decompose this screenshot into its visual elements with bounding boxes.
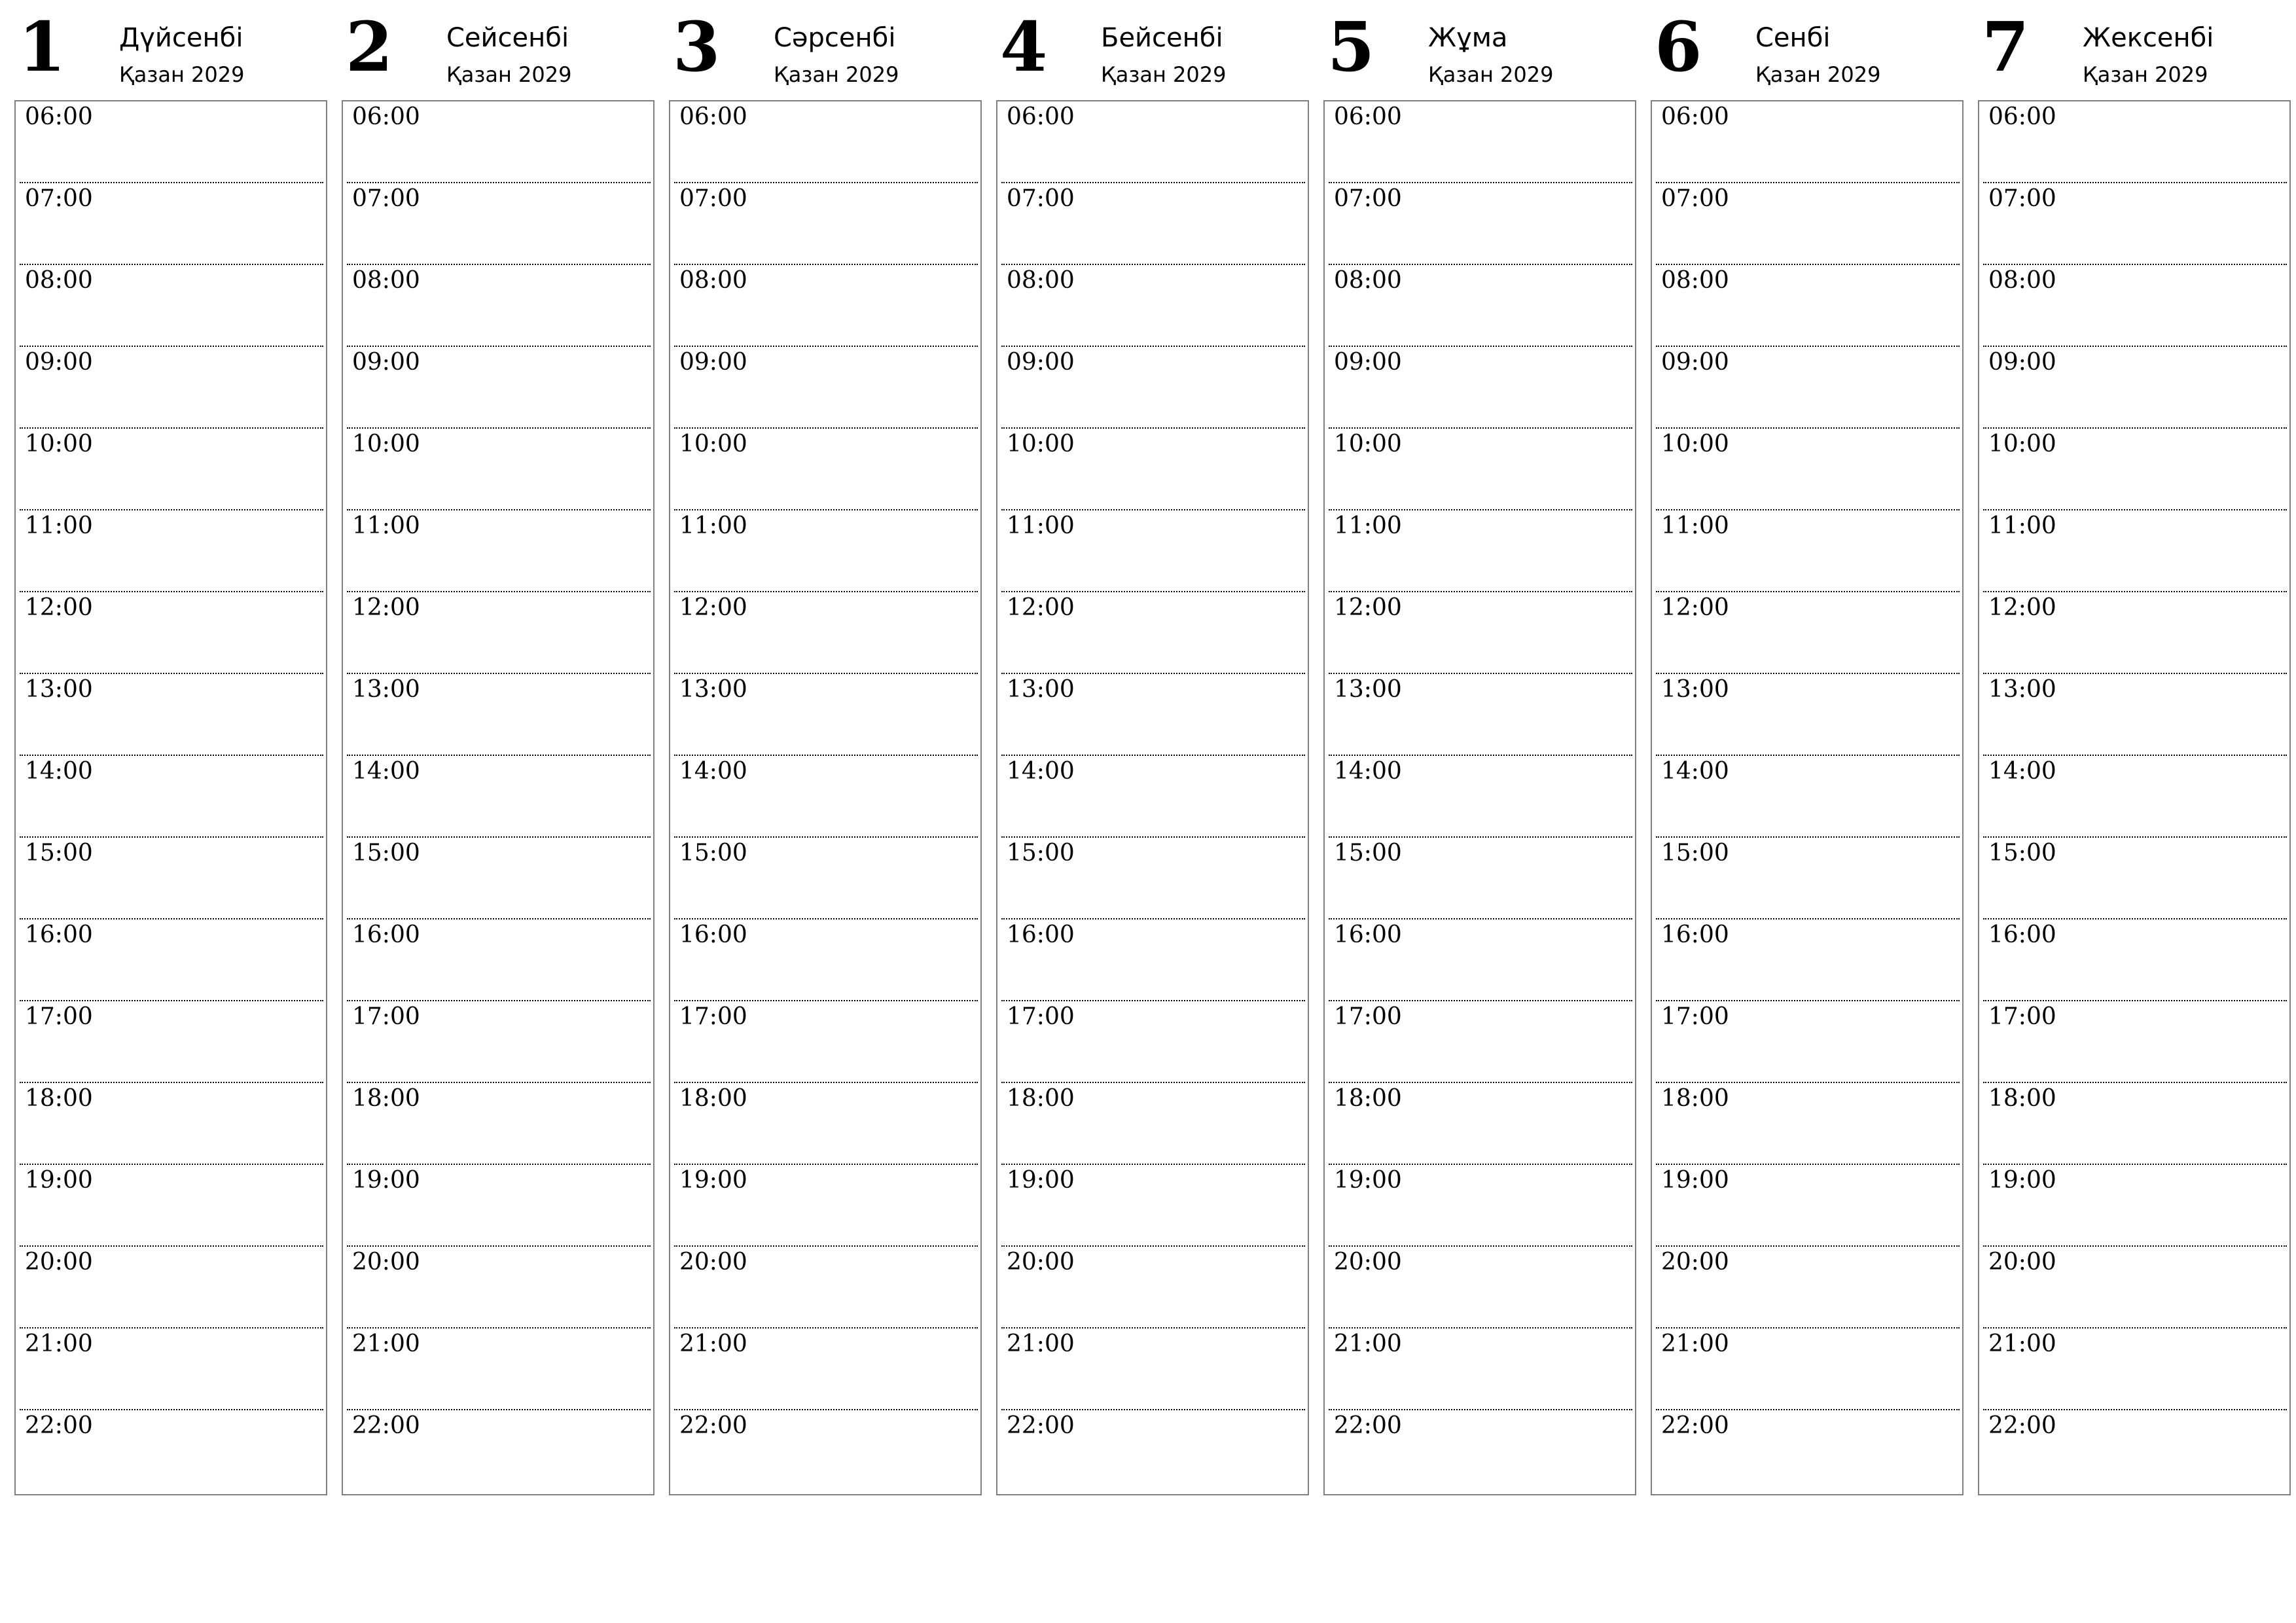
time-slot-label: 09:00 <box>352 349 420 376</box>
time-slot-label: 08:00 <box>1661 267 1729 294</box>
time-slot-label: 17:00 <box>1007 1003 1075 1030</box>
time-slot[interactable] <box>347 838 651 919</box>
time-slot[interactable] <box>1983 101 2287 183</box>
time-slot[interactable] <box>1329 1329 1632 1410</box>
time-slot-label: 16:00 <box>1007 921 1075 948</box>
time-slot-label: 06:00 <box>1661 103 1729 130</box>
time-slot[interactable] <box>1983 756 2287 838</box>
time-slot-label: 10:00 <box>679 431 747 457</box>
time-slot-label: 16:00 <box>352 921 420 948</box>
time-slot[interactable] <box>1656 1083 1960 1165</box>
day-header <box>1323 0 1636 98</box>
time-slot-label: 20:00 <box>352 1249 420 1275</box>
time-slot[interactable] <box>20 510 323 592</box>
time-slot-label: 13:00 <box>1988 676 2056 703</box>
time-slot[interactable] <box>1001 347 1305 429</box>
time-slot-label: 10:00 <box>352 431 420 457</box>
time-slot-label: 11:00 <box>679 512 747 539</box>
time-slot-list <box>674 101 978 1492</box>
day-number: 2 <box>346 7 393 87</box>
time-slot-label: 07:00 <box>1007 185 1075 212</box>
time-slot-list <box>1656 101 1960 1492</box>
day-name: Сәрсенбі <box>774 23 896 53</box>
time-slot-label: 13:00 <box>1007 676 1075 703</box>
time-slot[interactable] <box>1983 183 2287 265</box>
time-slot[interactable] <box>1001 838 1305 919</box>
day-column <box>669 0 982 1499</box>
time-slot[interactable] <box>347 1329 651 1410</box>
time-slot-label: 11:00 <box>1007 512 1075 539</box>
time-slot[interactable] <box>347 347 651 429</box>
time-slot-label: 18:00 <box>679 1085 747 1112</box>
time-slot-label: 20:00 <box>1661 1249 1729 1275</box>
time-slot[interactable] <box>1983 1410 2287 1492</box>
time-slot[interactable] <box>20 347 323 429</box>
day-month-year: Қазан 2029 <box>1755 62 1881 87</box>
time-slot[interactable] <box>347 1001 651 1083</box>
time-slot-label: 22:00 <box>352 1412 420 1439</box>
time-slot[interactable] <box>1983 1083 2287 1165</box>
day-header <box>669 0 982 98</box>
time-slot[interactable] <box>347 101 651 183</box>
time-slot[interactable] <box>20 1165 323 1247</box>
time-slot[interactable] <box>20 838 323 919</box>
time-slot[interactable] <box>347 756 651 838</box>
time-slot-label: 13:00 <box>679 676 747 703</box>
time-slot-label: 21:00 <box>1334 1330 1402 1357</box>
time-slot[interactable] <box>1983 510 2287 592</box>
time-slot-label: 16:00 <box>679 921 747 948</box>
time-slot[interactable] <box>1329 1410 1632 1492</box>
time-slot-label: 19:00 <box>1988 1167 2056 1194</box>
time-slot-label: 10:00 <box>1661 431 1729 457</box>
time-slot[interactable] <box>1329 265 1632 347</box>
time-slot[interactable] <box>674 1165 978 1247</box>
time-slot[interactable] <box>1001 1083 1305 1165</box>
time-slot[interactable] <box>1001 1247 1305 1329</box>
time-slot[interactable] <box>1001 183 1305 265</box>
time-slot[interactable] <box>20 1001 323 1083</box>
time-slot-label: 16:00 <box>25 921 93 948</box>
day-number: 4 <box>1000 7 1048 87</box>
time-slot-label: 08:00 <box>1334 267 1402 294</box>
time-slot[interactable] <box>20 265 323 347</box>
day-name: Сейсенбі <box>446 23 569 53</box>
time-slot-list <box>1329 101 1632 1492</box>
day-header <box>14 0 327 98</box>
day-column <box>1651 0 1964 1499</box>
day-column <box>996 0 1309 1499</box>
time-slot-label: 17:00 <box>1661 1003 1729 1030</box>
time-slot-label: 14:00 <box>1661 758 1729 785</box>
day-month-year: Қазан 2029 <box>774 62 899 87</box>
time-slot[interactable] <box>674 674 978 756</box>
time-slot-label: 11:00 <box>25 512 93 539</box>
day-month-year: Қазан 2029 <box>2083 62 2208 87</box>
day-schedule-box <box>996 100 1309 1495</box>
time-slot[interactable] <box>674 1329 978 1410</box>
time-slot-label: 20:00 <box>1334 1249 1402 1275</box>
time-slot-label: 21:00 <box>352 1330 420 1357</box>
day-number: 7 <box>1982 7 2030 87</box>
time-slot-list <box>1001 101 1305 1492</box>
time-slot[interactable] <box>1329 1001 1632 1083</box>
time-slot-label: 22:00 <box>1661 1412 1729 1439</box>
time-slot-label: 14:00 <box>25 758 93 785</box>
time-slot[interactable] <box>1001 510 1305 592</box>
time-slot[interactable] <box>1983 1329 2287 1410</box>
time-slot-label: 09:00 <box>25 349 93 376</box>
day-header <box>996 0 1309 98</box>
time-slot-label: 19:00 <box>679 1167 747 1194</box>
time-slot[interactable] <box>1329 674 1632 756</box>
time-slot[interactable] <box>674 429 978 510</box>
day-schedule-box <box>342 100 655 1495</box>
day-month-year: Қазан 2029 <box>119 62 245 87</box>
time-slot[interactable] <box>1983 674 2287 756</box>
time-slot[interactable] <box>1329 1247 1632 1329</box>
time-slot-label: 06:00 <box>1334 103 1402 130</box>
time-slot-label: 06:00 <box>352 103 420 130</box>
day-schedule-box <box>1978 100 2291 1495</box>
time-slot-label: 10:00 <box>1988 431 2056 457</box>
time-slot[interactable] <box>347 1410 651 1492</box>
time-slot-label: 22:00 <box>679 1412 747 1439</box>
time-slot-label: 16:00 <box>1334 921 1402 948</box>
time-slot[interactable] <box>1656 1329 1960 1410</box>
time-slot-label: 06:00 <box>679 103 747 130</box>
time-slot-label: 07:00 <box>679 185 747 212</box>
time-slot-label: 20:00 <box>679 1249 747 1275</box>
time-slot[interactable] <box>674 1247 978 1329</box>
time-slot[interactable] <box>347 510 651 592</box>
time-slot[interactable] <box>1656 756 1960 838</box>
time-slot-label: 14:00 <box>352 758 420 785</box>
time-slot-label: 21:00 <box>1661 1330 1729 1357</box>
time-slot[interactable] <box>674 1001 978 1083</box>
time-slot[interactable] <box>1329 429 1632 510</box>
time-slot-label: 15:00 <box>1334 840 1402 866</box>
time-slot-label: 10:00 <box>1334 431 1402 457</box>
time-slot-label: 13:00 <box>25 676 93 703</box>
time-slot-label: 14:00 <box>1988 758 2056 785</box>
time-slot-label: 12:00 <box>25 594 93 621</box>
time-slot-label: 19:00 <box>1661 1167 1729 1194</box>
time-slot[interactable] <box>1656 592 1960 674</box>
day-header <box>342 0 655 98</box>
time-slot-label: 07:00 <box>1988 185 2056 212</box>
time-slot[interactable] <box>1329 1165 1632 1247</box>
time-slot-label: 16:00 <box>1988 921 2056 948</box>
time-slot-label: 12:00 <box>1661 594 1729 621</box>
time-slot-label: 09:00 <box>1007 349 1075 376</box>
time-slot-label: 06:00 <box>1007 103 1075 130</box>
time-slot[interactable] <box>1983 1165 2287 1247</box>
time-slot[interactable] <box>20 1410 323 1492</box>
time-slot[interactable] <box>1001 1410 1305 1492</box>
day-schedule-box <box>14 100 327 1495</box>
day-name: Дүйсенбі <box>119 23 243 53</box>
time-slot[interactable] <box>1983 347 2287 429</box>
day-column <box>1978 0 2291 1499</box>
day-month-year: Қазан 2029 <box>1428 62 1554 87</box>
time-slot[interactable] <box>347 919 651 1001</box>
time-slot[interactable] <box>674 101 978 183</box>
time-slot-label: 07:00 <box>352 185 420 212</box>
time-slot-label: 20:00 <box>1007 1249 1075 1275</box>
time-slot-label: 14:00 <box>679 758 747 785</box>
time-slot-label: 07:00 <box>1661 185 1729 212</box>
weekly-planner <box>14 0 2283 1499</box>
time-slot[interactable] <box>1983 592 2287 674</box>
time-slot-label: 15:00 <box>1007 840 1075 866</box>
time-slot[interactable] <box>347 1165 651 1247</box>
time-slot[interactable] <box>347 265 651 347</box>
time-slot-label: 08:00 <box>352 267 420 294</box>
time-slot[interactable] <box>1983 919 2287 1001</box>
time-slot-label: 18:00 <box>352 1085 420 1112</box>
time-slot-label: 13:00 <box>352 676 420 703</box>
time-slot[interactable] <box>1001 919 1305 1001</box>
day-name: Жұма <box>1428 23 1508 53</box>
day-name: Сенбі <box>1755 23 1831 53</box>
time-slot-label: 17:00 <box>1988 1003 2056 1030</box>
time-slot[interactable] <box>1656 674 1960 756</box>
time-slot-label: 22:00 <box>1007 1412 1075 1439</box>
time-slot-label: 18:00 <box>1661 1085 1729 1112</box>
time-slot-label: 12:00 <box>352 594 420 621</box>
day-month-year: Қазан 2029 <box>446 62 572 87</box>
time-slot[interactable] <box>20 101 323 183</box>
time-slot-label: 11:00 <box>352 512 420 539</box>
time-slot-label: 19:00 <box>352 1167 420 1194</box>
time-slot-label: 15:00 <box>1988 840 2056 866</box>
day-number: 1 <box>18 7 66 87</box>
time-slot[interactable] <box>20 919 323 1001</box>
time-slot-label: 17:00 <box>679 1003 747 1030</box>
time-slot-label: 17:00 <box>25 1003 93 1030</box>
time-slot[interactable] <box>347 674 651 756</box>
time-slot[interactable] <box>1001 1329 1305 1410</box>
time-slot[interactable] <box>347 592 651 674</box>
time-slot[interactable] <box>20 429 323 510</box>
time-slot-label: 07:00 <box>1334 185 1402 212</box>
time-slot-label: 08:00 <box>1988 267 2056 294</box>
time-slot[interactable] <box>20 1083 323 1165</box>
time-slot-label: 21:00 <box>1007 1330 1075 1357</box>
day-month-year: Қазан 2029 <box>1101 62 1227 87</box>
time-slot[interactable] <box>674 1410 978 1492</box>
time-slot[interactable] <box>1656 1410 1960 1492</box>
time-slot[interactable] <box>1656 429 1960 510</box>
time-slot-label: 09:00 <box>1661 349 1729 376</box>
time-slot-label: 14:00 <box>1007 758 1075 785</box>
time-slot-label: 08:00 <box>1007 267 1075 294</box>
time-slot[interactable] <box>20 756 323 838</box>
time-slot-label: 13:00 <box>1661 676 1729 703</box>
time-slot[interactable] <box>1001 674 1305 756</box>
time-slot-label: 15:00 <box>25 840 93 866</box>
time-slot[interactable] <box>1656 101 1960 183</box>
time-slot[interactable] <box>674 1083 978 1165</box>
time-slot[interactable] <box>1329 101 1632 183</box>
time-slot[interactable] <box>1983 265 2287 347</box>
time-slot[interactable] <box>1656 1001 1960 1083</box>
time-slot-label: 13:00 <box>1334 676 1402 703</box>
time-slot-label: 07:00 <box>25 185 93 212</box>
time-slot-label: 11:00 <box>1334 512 1402 539</box>
time-slot[interactable] <box>674 265 978 347</box>
time-slot[interactable] <box>1983 429 2287 510</box>
time-slot[interactable] <box>674 756 978 838</box>
time-slot-label: 21:00 <box>679 1330 747 1357</box>
time-slot-label: 11:00 <box>1661 512 1729 539</box>
time-slot-label: 12:00 <box>1007 594 1075 621</box>
time-slot-label: 11:00 <box>1988 512 2056 539</box>
day-name: Бейсенбі <box>1101 23 1223 53</box>
day-header <box>1978 0 2291 98</box>
time-slot-label: 15:00 <box>352 840 420 866</box>
time-slot-label: 15:00 <box>679 840 747 866</box>
time-slot-label: 10:00 <box>25 431 93 457</box>
time-slot-label: 06:00 <box>25 103 93 130</box>
time-slot-label: 12:00 <box>1988 594 2056 621</box>
time-slot[interactable] <box>1001 1001 1305 1083</box>
time-slot[interactable] <box>674 183 978 265</box>
day-schedule-box <box>669 100 982 1495</box>
time-slot[interactable] <box>674 347 978 429</box>
time-slot-label: 10:00 <box>1007 431 1075 457</box>
time-slot[interactable] <box>1983 838 2287 919</box>
time-slot[interactable] <box>1001 756 1305 838</box>
time-slot[interactable] <box>1329 1083 1632 1165</box>
time-slot-label: 06:00 <box>1988 103 2056 130</box>
time-slot[interactable] <box>1329 183 1632 265</box>
time-slot[interactable] <box>1656 1165 1960 1247</box>
time-slot[interactable] <box>1001 429 1305 510</box>
time-slot-label: 09:00 <box>1334 349 1402 376</box>
time-slot-label: 22:00 <box>1334 1412 1402 1439</box>
time-slot[interactable] <box>347 183 651 265</box>
time-slot-label: 19:00 <box>25 1167 93 1194</box>
time-slot[interactable] <box>674 919 978 1001</box>
time-slot-label: 16:00 <box>1661 921 1729 948</box>
day-schedule-box <box>1323 100 1636 1495</box>
time-slot[interactable] <box>1329 756 1632 838</box>
time-slot-label: 09:00 <box>1988 349 2056 376</box>
time-slot[interactable] <box>1001 265 1305 347</box>
time-slot[interactable] <box>347 1083 651 1165</box>
time-slot-label: 15:00 <box>1661 840 1729 866</box>
time-slot-label: 20:00 <box>25 1249 93 1275</box>
time-slot-label: 20:00 <box>1988 1249 2056 1275</box>
time-slot[interactable] <box>347 429 651 510</box>
time-slot-list <box>1983 101 2287 1492</box>
time-slot[interactable] <box>347 1247 651 1329</box>
time-slot-label: 08:00 <box>679 267 747 294</box>
day-column <box>342 0 655 1499</box>
day-number: 3 <box>673 7 721 87</box>
time-slot[interactable] <box>674 510 978 592</box>
time-slot-label: 19:00 <box>1007 1167 1075 1194</box>
time-slot[interactable] <box>1001 1165 1305 1247</box>
day-column <box>1323 0 1636 1499</box>
time-slot[interactable] <box>20 1247 323 1329</box>
time-slot-label: 19:00 <box>1334 1167 1402 1194</box>
time-slot[interactable] <box>1329 838 1632 919</box>
time-slot[interactable] <box>1329 592 1632 674</box>
time-slot[interactable] <box>1656 838 1960 919</box>
time-slot[interactable] <box>1656 347 1960 429</box>
time-slot[interactable] <box>1329 510 1632 592</box>
time-slot-label: 18:00 <box>1334 1085 1402 1112</box>
time-slot-label: 18:00 <box>25 1085 93 1112</box>
time-slot-label: 12:00 <box>1334 594 1402 621</box>
time-slot-label: 08:00 <box>25 267 93 294</box>
time-slot-label: 18:00 <box>1007 1085 1075 1112</box>
time-slot[interactable] <box>20 183 323 265</box>
time-slot-label: 22:00 <box>25 1412 93 1439</box>
time-slot-list <box>347 101 651 1492</box>
time-slot-label: 21:00 <box>1988 1330 2056 1357</box>
time-slot[interactable] <box>1656 1247 1960 1329</box>
day-schedule-box <box>1651 100 1964 1495</box>
day-number: 5 <box>1327 7 1375 87</box>
time-slot[interactable] <box>1656 265 1960 347</box>
time-slot-label: 09:00 <box>679 349 747 376</box>
time-slot[interactable] <box>674 838 978 919</box>
day-column <box>14 0 327 1499</box>
time-slot[interactable] <box>1001 101 1305 183</box>
day-number: 6 <box>1655 7 1702 87</box>
time-slot-label: 21:00 <box>25 1330 93 1357</box>
time-slot-label: 22:00 <box>1988 1412 2056 1439</box>
time-slot[interactable] <box>1329 919 1632 1001</box>
day-name: Жексенбі <box>2083 23 2214 53</box>
time-slot[interactable] <box>1656 510 1960 592</box>
time-slot[interactable] <box>20 674 323 756</box>
time-slot-label: 17:00 <box>1334 1003 1402 1030</box>
time-slot[interactable] <box>674 592 978 674</box>
time-slot-label: 17:00 <box>352 1003 420 1030</box>
time-slot[interactable] <box>1656 919 1960 1001</box>
time-slot[interactable] <box>1001 592 1305 674</box>
time-slot-label: 12:00 <box>679 594 747 621</box>
time-slot[interactable] <box>1983 1247 2287 1329</box>
time-slot[interactable] <box>20 592 323 674</box>
time-slot-label: 14:00 <box>1334 758 1402 785</box>
time-slot-list <box>20 101 323 1492</box>
time-slot[interactable] <box>1656 183 1960 265</box>
time-slot[interactable] <box>1329 347 1632 429</box>
time-slot[interactable] <box>1983 1001 2287 1083</box>
time-slot[interactable] <box>20 1329 323 1410</box>
day-header <box>1651 0 1964 98</box>
time-slot-label: 18:00 <box>1988 1085 2056 1112</box>
